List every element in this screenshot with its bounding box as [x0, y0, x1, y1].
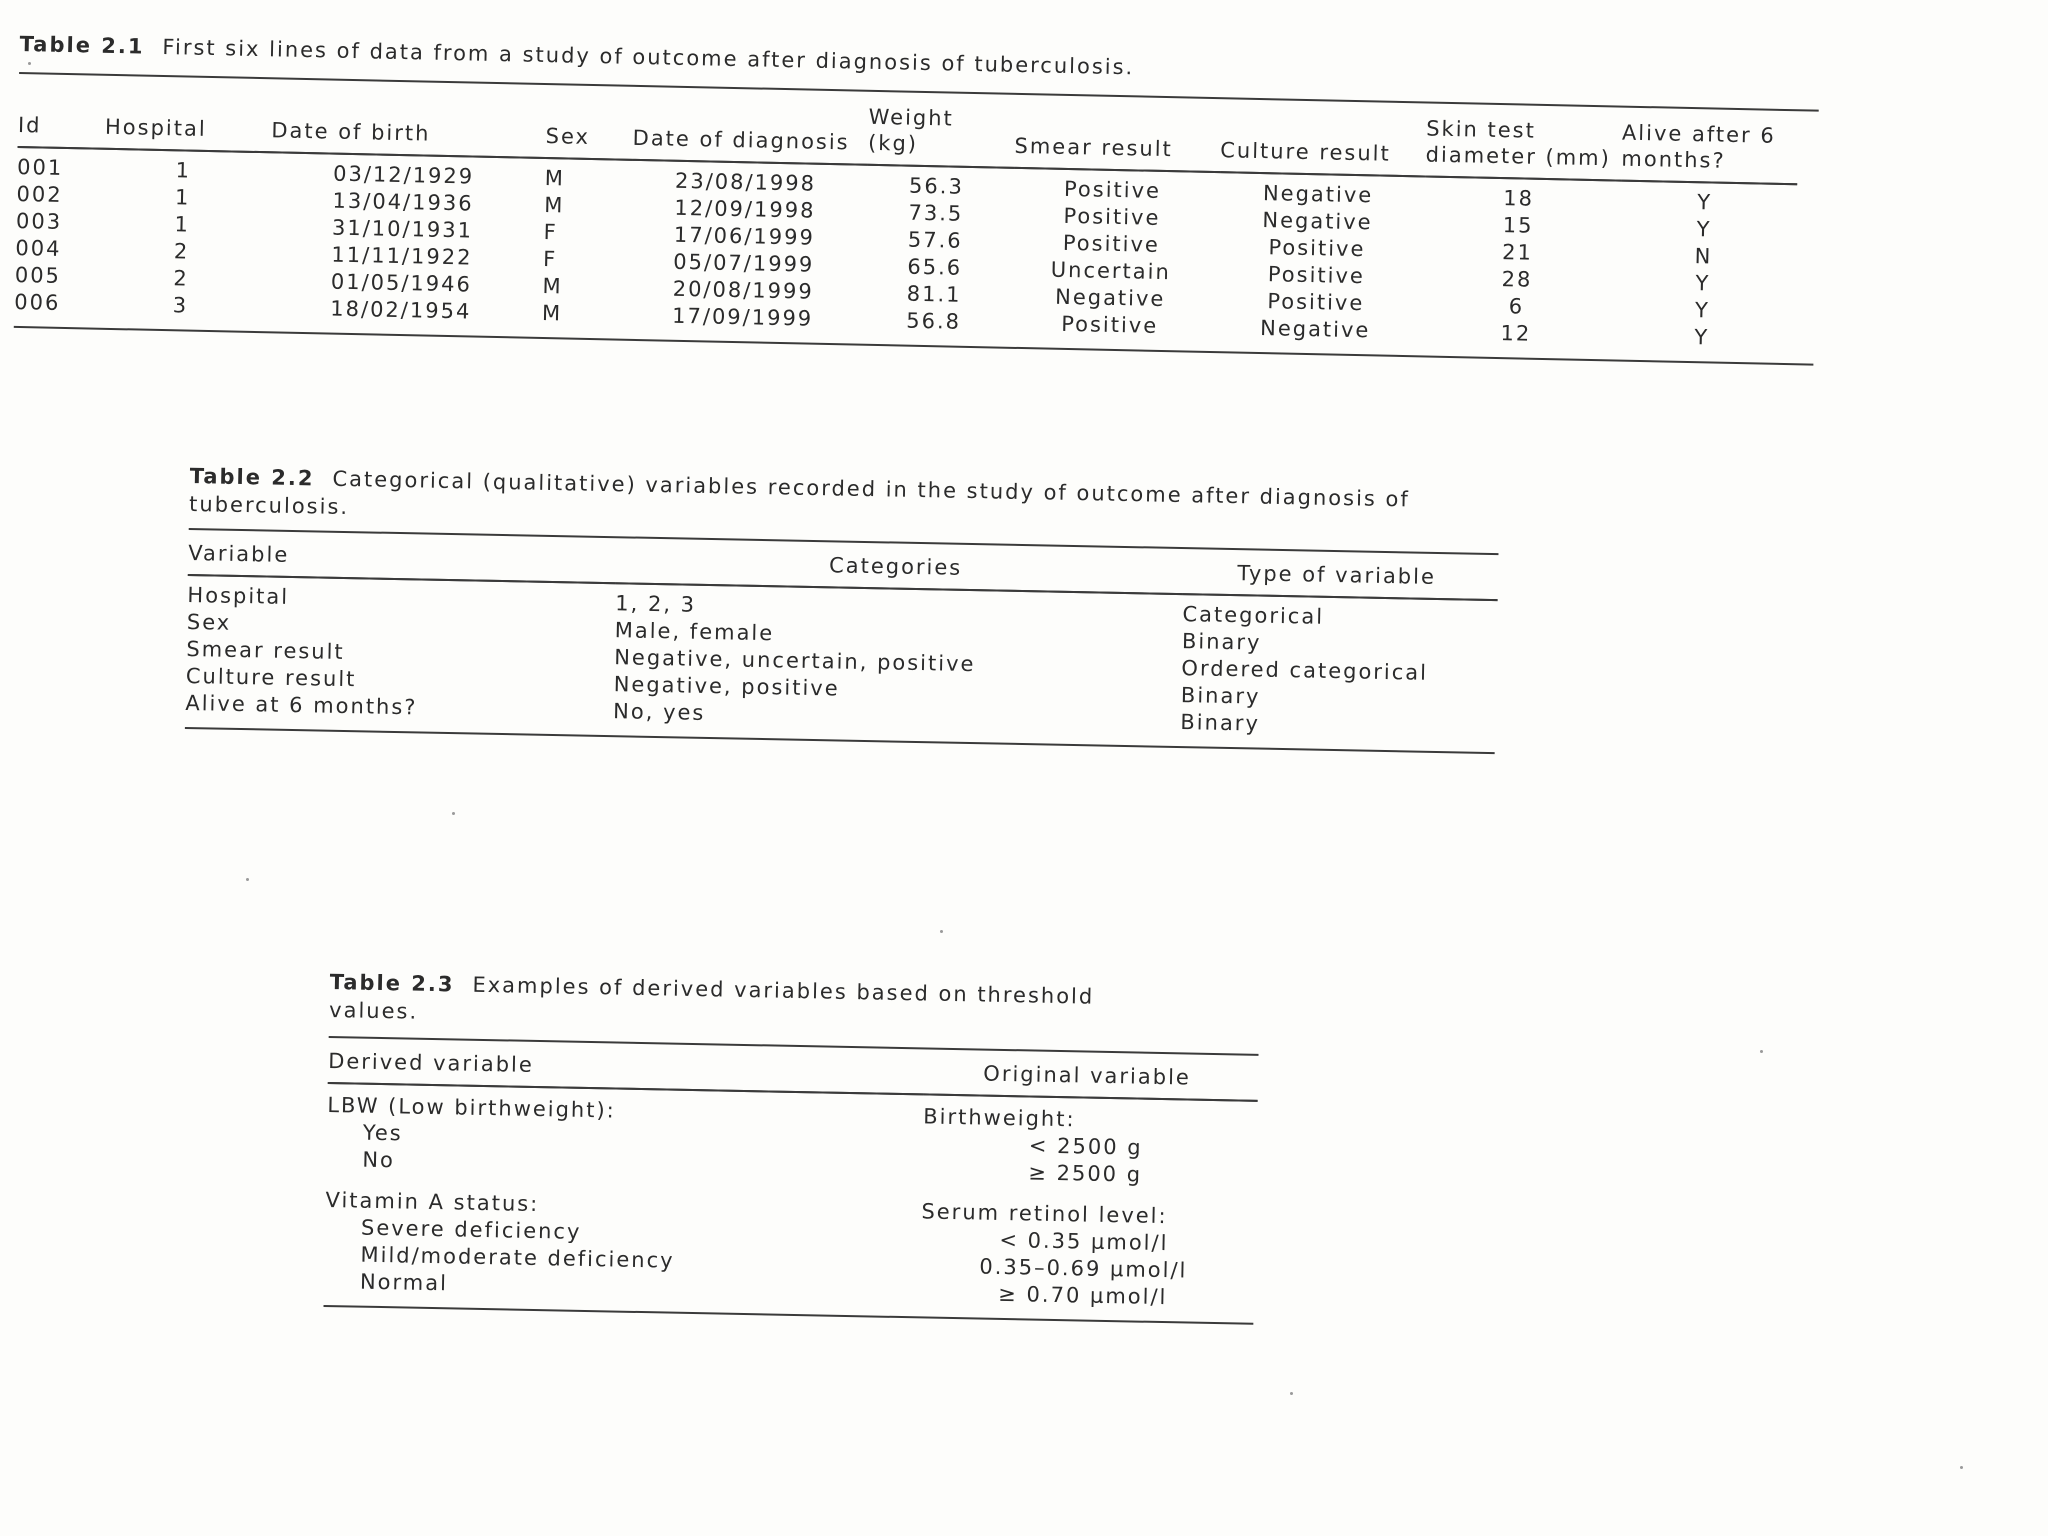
cell-alive: Y [1695, 271, 1711, 296]
column-header: Derived variable [327, 1048, 535, 1077]
cell-sex: M [542, 274, 563, 299]
table-2-3-block [323, 968, 1259, 1325]
cell-type: Categorical [1182, 602, 1325, 629]
cell-smear-result: Negative [1054, 284, 1166, 312]
scan-speck [940, 930, 943, 933]
column-header: Variable [188, 540, 290, 567]
cell-date-of-diagnosis: 12/09/1998 [674, 195, 816, 223]
scan-speck [452, 812, 455, 815]
cell-variable: Sex [186, 609, 232, 635]
cell-type: Ordered categorical [1181, 656, 1429, 685]
cell-sex: M [543, 193, 565, 218]
caption-text: Categorical (qualitative) variables recorded in the study of outcome after diagnosis of tuberculosis. [188, 466, 1411, 520]
caption-text: First six lines of data from a study of outcome after diagnosis of tuberculosis. [162, 34, 1135, 80]
cell-variable: Hospital [187, 582, 290, 609]
cell-type: Binary [1180, 683, 1261, 709]
cell-id: 002 [16, 181, 63, 207]
cell-skin-test: 21 [1501, 240, 1534, 265]
cell-original: ≥ 0.70 µmol/l [998, 1281, 1168, 1310]
scan-speck [1760, 1050, 1763, 1053]
table-label: Table 2.2 [189, 463, 315, 491]
cell-weight: 65.6 [907, 254, 963, 280]
column-header: Smear result [1014, 133, 1174, 162]
table-2-2-block [185, 462, 1500, 754]
cell-derived: No [362, 1147, 396, 1173]
cell-smear-result: Positive [1063, 203, 1161, 230]
cell-culture-result: Positive [1267, 262, 1366, 289]
table-label: Table 2.1 [19, 31, 145, 59]
cell-weight: 73.5 [908, 200, 964, 226]
cell-hospital: 1 [174, 212, 191, 237]
column-header: Culture result [1219, 138, 1391, 166]
cell-sex: F [542, 247, 558, 272]
cell-id: 003 [15, 208, 63, 234]
cell-date-of-birth: 18/02/1954 [330, 296, 472, 324]
cell-smear-result: Positive [1060, 311, 1159, 338]
cell-original: 0.35–0.69 µmol/l [979, 1254, 1188, 1283]
cell-variable: Alive at 6 months? [185, 690, 418, 720]
cell-original-group: Birthweight: [923, 1104, 1076, 1132]
cell-weight: 81.1 [906, 281, 962, 307]
cell-hospital: 2 [173, 239, 190, 264]
scan-speck [1290, 1392, 1293, 1395]
cell-categories: Negative, uncertain, positive [613, 645, 976, 677]
cell-sex: F [543, 220, 559, 245]
cell-derived: Normal [359, 1269, 449, 1296]
table-label: Table 2.3 [329, 969, 455, 997]
cell-derived: Mild/moderate deficiency [360, 1242, 675, 1273]
cell-skin-test: 28 [1501, 267, 1533, 292]
cell-skin-test: 15 [1502, 213, 1534, 238]
cell-smear-result: Positive [1063, 176, 1162, 203]
cell-date-of-diagnosis: 17/06/1999 [673, 222, 816, 250]
column-header: Date of birth [271, 118, 431, 146]
cell-variable: Culture result [185, 663, 357, 692]
cell-date-of-diagnosis: 20/08/1999 [672, 276, 815, 304]
cell-culture-result: Negative [1262, 208, 1373, 235]
cell-date-of-diagnosis: 05/07/1999 [673, 249, 815, 277]
table-2-1-block [14, 30, 1820, 366]
cell-derived-group: Vitamin A status: [325, 1187, 540, 1217]
cell-date-of-birth: 03/12/1929 [332, 161, 475, 189]
cell-sex: M [544, 166, 566, 191]
cell-alive: Y [1694, 298, 1711, 323]
cell-id: 001 [16, 154, 64, 180]
cell-type: Binary [1180, 710, 1261, 736]
column-header: Categories [828, 553, 963, 580]
cell-date-of-birth: 13/04/1936 [332, 188, 474, 216]
cell-original: < 2500 g [1028, 1133, 1143, 1160]
column-header: Sex [545, 124, 591, 149]
cell-skin-test: 6 [1508, 294, 1525, 319]
cell-date-of-birth: 11/11/1922 [331, 242, 473, 270]
cell-alive: Y [1696, 190, 1713, 215]
column-header: Date of diagnosis [632, 125, 850, 155]
cell-smear-result: Uncertain [1050, 257, 1172, 285]
cell-categories: Male, female [614, 618, 775, 646]
cell-derived: Severe deficiency [360, 1215, 582, 1244]
cell-original: ≥ 2500 g [1028, 1160, 1143, 1187]
table-2-3-caption [329, 968, 1150, 1040]
caption-text: Examples of derived variables based on threshold values. [328, 972, 1095, 1024]
column-header: Id [17, 112, 42, 138]
cell-culture-result: Negative [1259, 316, 1371, 343]
table-2-1-caption [19, 30, 1819, 96]
cell-derived-group: LBW (Low birthweight): [327, 1092, 616, 1123]
cell-variable: Smear result [186, 636, 345, 665]
column-header: Alive after 6 months? [1621, 120, 1776, 173]
column-header: Skin test diameter (mm) [1425, 116, 1612, 171]
cell-skin-test: 18 [1503, 186, 1535, 211]
cell-culture-result: Positive [1267, 289, 1365, 316]
cell-hospital: 3 [172, 293, 189, 318]
column-header: Type of variable [1237, 561, 1437, 589]
cell-derived: Yes [362, 1120, 403, 1146]
cell-date-of-birth: 01/05/1946 [330, 269, 473, 297]
cell-culture-result: Positive [1268, 235, 1366, 262]
cell-hospital: 1 [174, 185, 191, 210]
scan-speck [246, 878, 249, 881]
cell-weight: 56.3 [908, 173, 965, 199]
cell-hospital: 2 [173, 266, 189, 291]
cell-id: 006 [14, 289, 61, 315]
cell-original: < 0.35 µmol/l [999, 1227, 1169, 1256]
cell-original-group: Serum retinol level: [921, 1199, 1168, 1229]
column-header: Weight (kg) [867, 104, 955, 156]
table-2-3 [324, 1048, 1259, 1323]
cell-categories: Negative, positive [613, 672, 840, 701]
cell-type: Binary [1181, 629, 1262, 655]
cell-weight: 56.8 [905, 308, 962, 334]
column-header: Original variable [983, 1061, 1192, 1090]
cell-date-of-diagnosis: 17/09/1999 [671, 303, 814, 331]
cell-weight: 57.6 [907, 227, 963, 253]
cell-date-of-birth: 31/10/1931 [331, 215, 474, 243]
cell-alive: Y [1694, 325, 1710, 350]
cell-culture-result: Negative [1262, 181, 1374, 208]
cell-id: 004 [15, 235, 62, 261]
cell-categories: 1, 2, 3 [615, 591, 697, 617]
table-2-1 [14, 86, 1799, 363]
cell-date-of-diagnosis: 23/08/1998 [674, 168, 817, 196]
cell-hospital: 1 [175, 158, 192, 183]
cell-alive: N [1694, 244, 1713, 269]
cell-id: 005 [14, 262, 62, 288]
cell-categories: No, yes [612, 699, 706, 725]
scan-speck [1960, 1466, 1963, 1469]
table-2-2 [185, 540, 1498, 752]
cell-skin-test: 12 [1500, 321, 1532, 346]
cell-alive: Y [1696, 217, 1712, 242]
cell-smear-result: Positive [1062, 230, 1161, 257]
cell-sex: M [541, 300, 563, 326]
column-header: Hospital [104, 114, 207, 141]
scan-speck [28, 62, 31, 65]
